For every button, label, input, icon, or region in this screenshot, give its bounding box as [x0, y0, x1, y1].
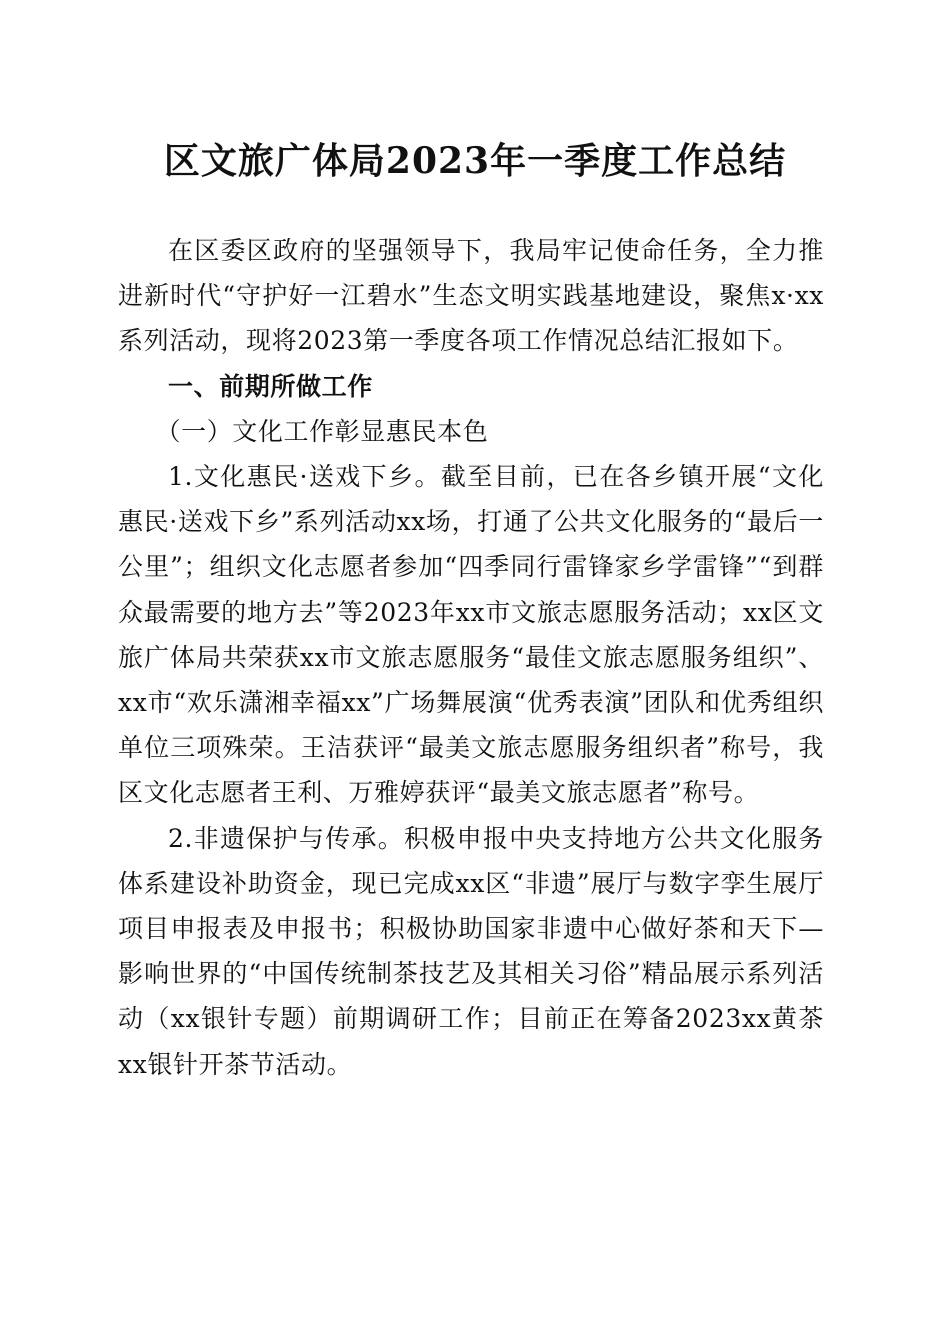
item-paragraph-1: 1.文化惠民·送戏下乡。截至目前，已在各乡镇开展“文化惠民·送戏下乡”系列活动xx场，打通了公共文化服务的“最后一公里”；组织文化志愿者参加“四季同行雷锋家乡学雷锋”“到群众最需要的地方去”等2023年xx市文旅志愿服务活动；xx区文旅广体局共荣获xx市文旅志愿服务“最佳文旅志愿服务组织”、xx市“欢乐潇湘幸福xx”广场舞展演“优秀表演”团队和优秀组织单位三项殊荣。王洁获评“最美文旅志愿服务组织者”称号，我区文化志愿者王利、万雅婷获评“最美文旅志愿者”称号。	[118, 462, 824, 808]
subsection-heading: （一）文化工作彰显惠民本色	[155, 416, 489, 446]
intro-paragraph: 在区委区政府的坚强领导下，我局牢记使命任务，全力推进新时代“守护好一江碧水”生态文明实践基地建设，聚焦x·xx系列活动，现将2023第一季度各项工作情况总结汇报如下。	[118, 236, 824, 356]
section-heading: 一、前期所做工作	[168, 371, 373, 401]
document-title: 区文旅广体局2023年一季度工作总结	[163, 140, 787, 182]
document-body	[118, 228, 824, 1087]
item-paragraph-2: 2.非遗保护与传承。积极申报中央支持地方公共文化服务体系建设补助资金，现已完成xx区“非遗”展厅与数字孪生展厅项目申报表及申报书；积极协助国家非遗中心做好茶和天下—影响世界的“中国传统制茶技艺及其相关习俗”精品展示系列活动（xx银针专题）前期调研工作；目前正在筹备2023xx黄茶xx银针开茶节活动。	[118, 823, 824, 1079]
